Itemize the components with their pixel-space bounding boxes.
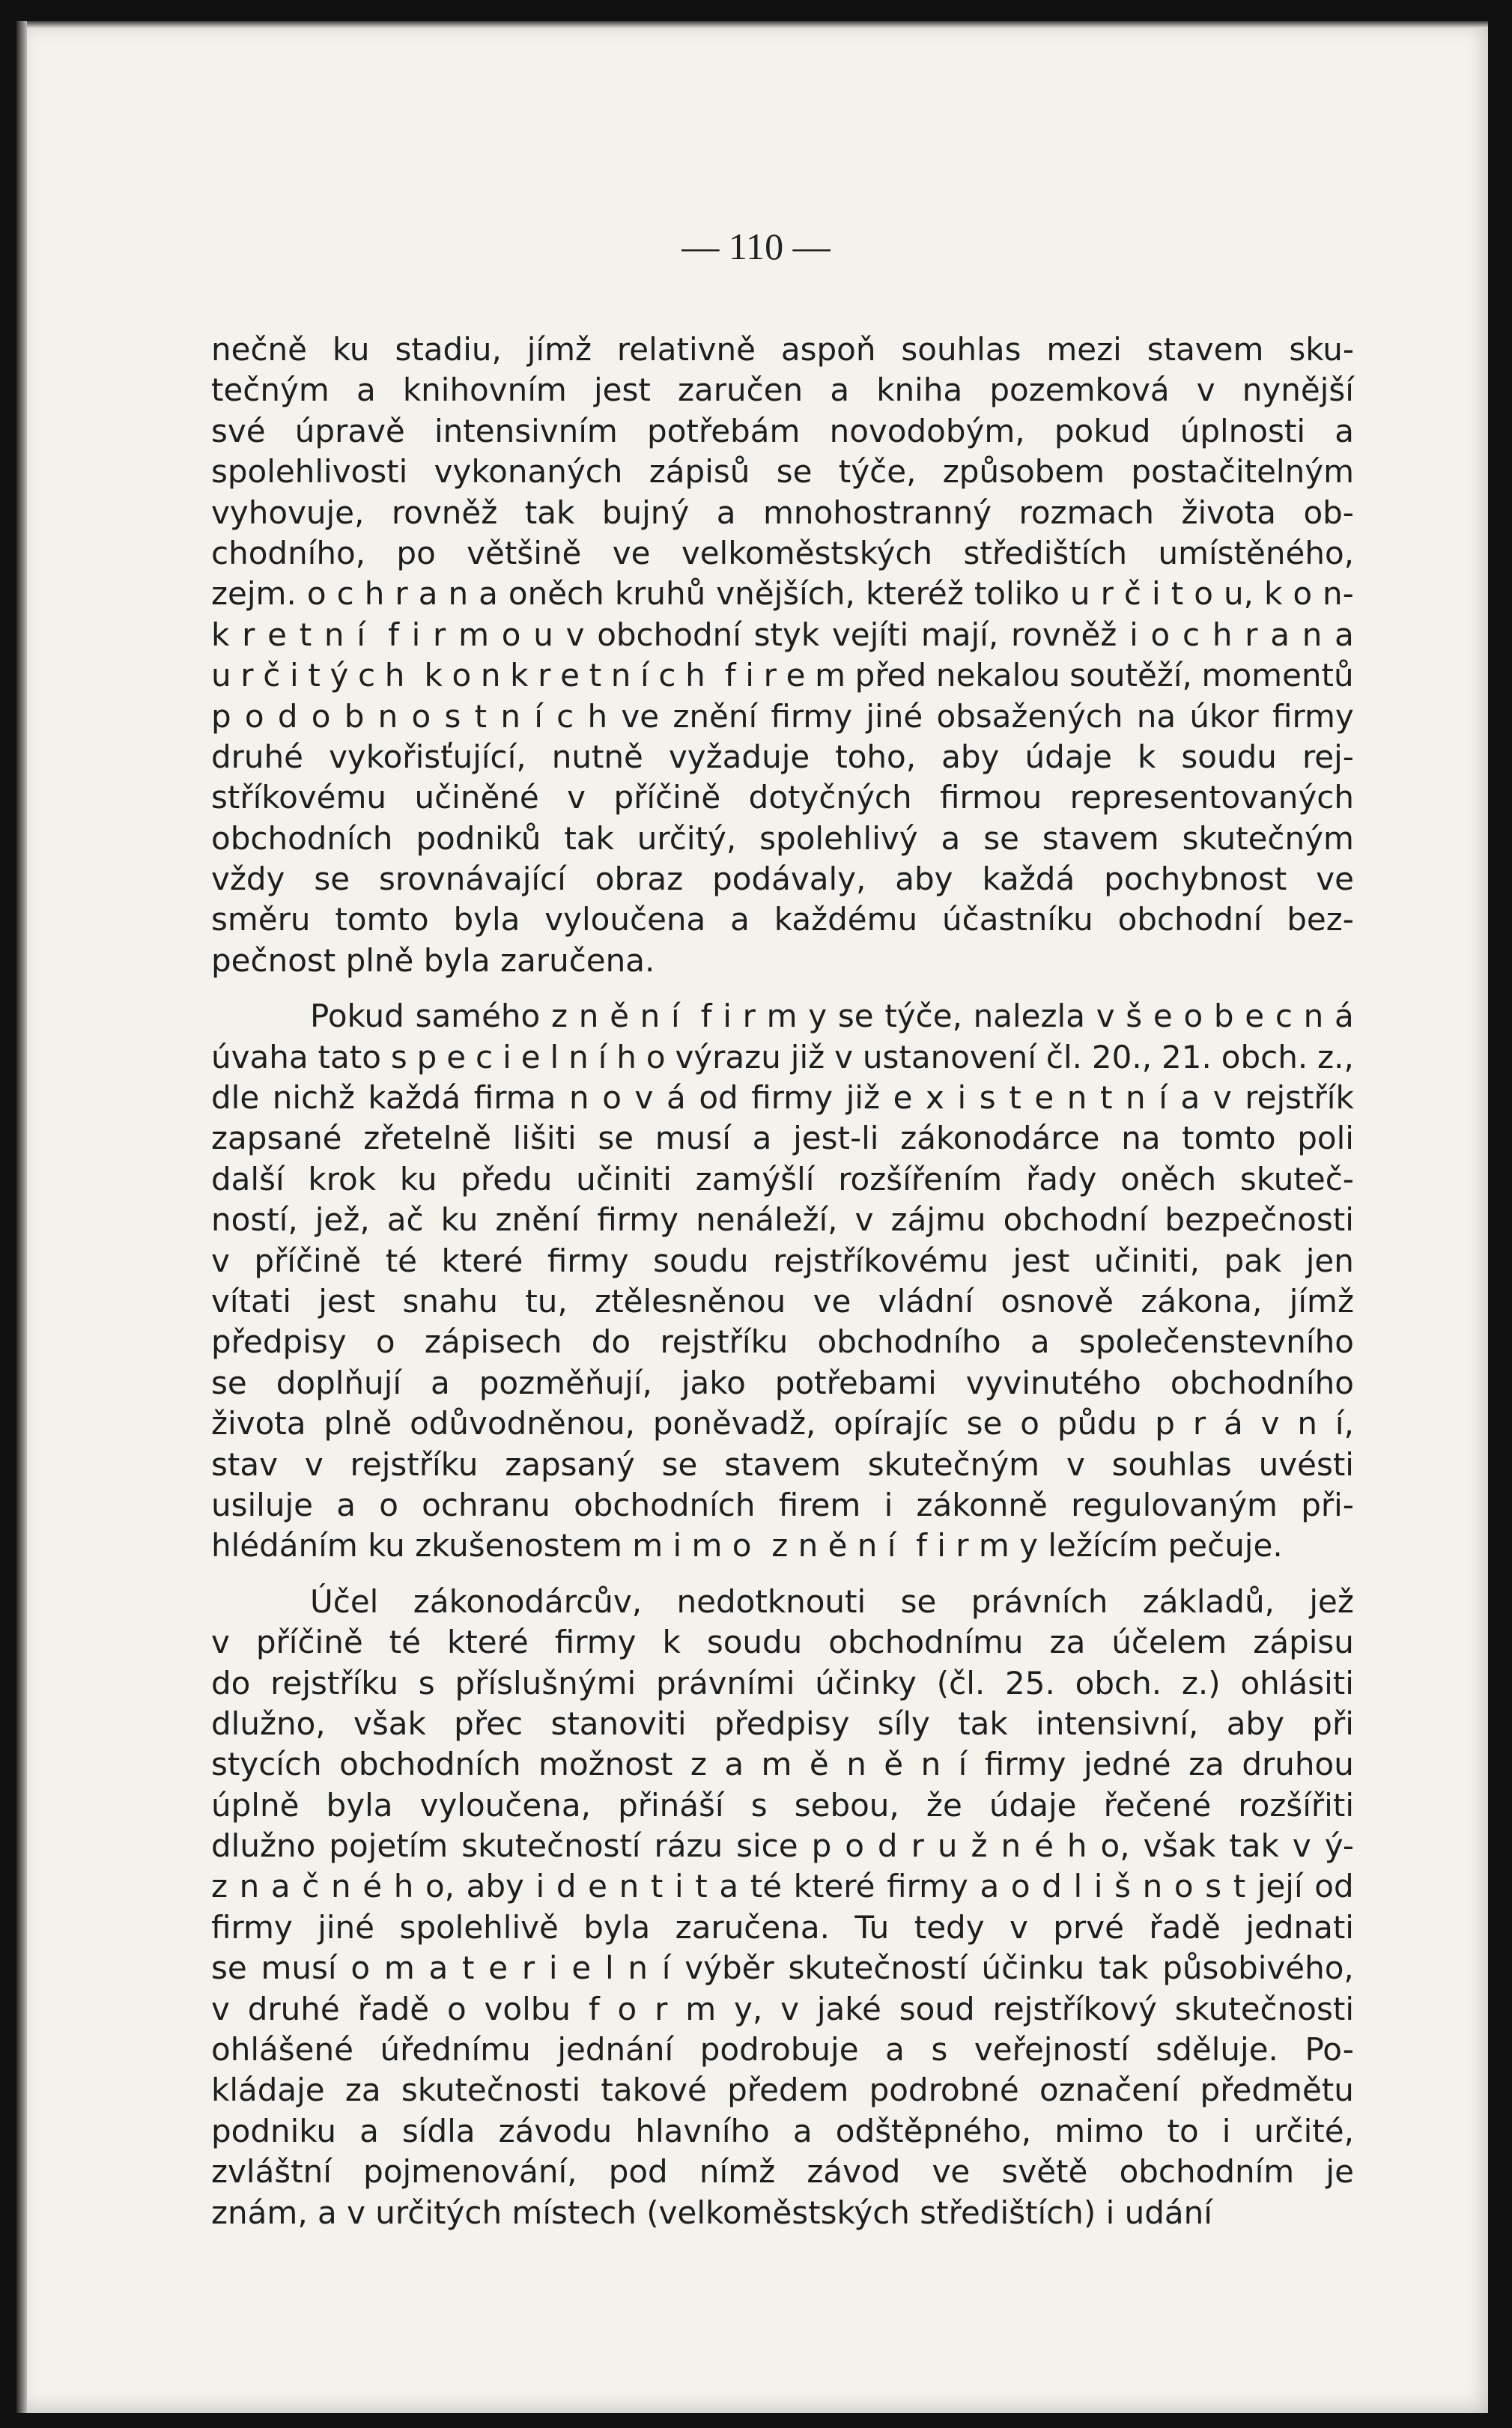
text-line: se doplňují a pozměňují, jako potřebami vyvinutého obchodního (211, 1364, 1354, 1401)
text-line: vyhovuje, rovněž tak bujný a mnohostranný rozmach života ob- (211, 494, 1354, 531)
paragraph-3 (211, 1582, 1354, 2233)
text-line: hlédáním ku zkušenostem m i m o z n ě n í f i r m y ležícím pečuje. (211, 1527, 1283, 1564)
paragraph-gap (211, 1567, 1354, 1582)
text-line: usiluje a o ochranu obchodních firem i zákonně regulovaným při- (211, 1486, 1354, 1523)
text-line: chodního, po většině ve velkoměstských středištích umístěného, (211, 534, 1354, 571)
paragraph-2 (211, 996, 1354, 1566)
text-line: v příčině té které firmy k soudu obchodnímu za účelem zápisu (211, 1624, 1354, 1661)
text-line: Pokud samého z n ě n í f i r m y se týče, nalezla v š e o b e c n á (310, 998, 1354, 1035)
page-number: — 110 — (681, 225, 831, 267)
text-line: vítati jest snahu tu, ztělesněnou ve vládní osnově zákona, jímž (211, 1282, 1354, 1320)
text-line: v druhé řadě o volbu f o r m y, v jaké soud rejstříkový skutečnosti (211, 1990, 1354, 2027)
text-line: dle nichž každá firma n o v á od firmy již e x i s t e n t n í a v rejstřík (211, 1079, 1354, 1117)
text-line: k r e t n í f i r m o u v obchodní styk vejíti mají, rovněž i o c h r a n a (211, 616, 1354, 653)
text-line: dlužno pojetím skutečností rázu sice p o d r u ž n é h o, však tak v ý- (211, 1827, 1354, 1865)
text-line: vždy se srovnávající obraz podávaly, aby každá pochybnost ve (211, 861, 1354, 898)
text-line: úvaha tato s p e c i e l n í h o výrazu již v ustanovení čl. 20., 21. obch. z., (211, 1038, 1354, 1075)
text-line: tečným a knihovním jest zaručen a kniha pozemková v nynější (211, 371, 1354, 409)
body-text (211, 330, 1354, 2233)
page-top-edge (16, 21, 1488, 28)
text-line: Účel zákonodárcův, nedotknouti se právních základů, jež (310, 1582, 1354, 1620)
page-binding-edge (16, 21, 27, 2413)
text-line: předpisy o zápisech do rejstříku obchodního a společenstevního (211, 1323, 1354, 1361)
text-line: dlužno, však přec stanoviti předpisy síly tak intensivní, aby při (211, 1705, 1354, 1742)
text-line: další krok ku předu učiniti zamýšlí rozšířením řady oněch skuteč- (211, 1160, 1354, 1198)
text-line: nečně ku stadiu, jímž relativně aspoň souhlas mezi stavem sku- (211, 331, 1354, 368)
text-line: p o d o b n o s t n í c h ve znění firmy jiné obsažených na úkor firmy (211, 697, 1354, 735)
text-line: z n a č n é h o, aby i d e n t i t a té které firmy a o d l i š n o s t její od (211, 1868, 1354, 1905)
text-line: firmy jiné spolehlivě byla zaručena. Tu tedy v prvé řadě jednati (211, 1908, 1354, 1946)
text-line: obchodních podniků tak určitý, spolehlivý a se stavem skutečným (211, 819, 1354, 857)
paragraph-1 (211, 330, 1354, 981)
text-line: v příčině té které firmy soudu rejstříkovému jest učiniti, pak jen (211, 1242, 1354, 1279)
text-line: zapsané zřetelně lišiti se musí a jest-li zákonodárce na tomto poli (211, 1120, 1354, 1157)
text-line: zejm. o c h r a n a oněch kruhů vnějších, kteréž toliko u r č i t o u, k o n- (211, 575, 1354, 613)
text-line: úplně byla vyloučena, přináší s sebou, že údaje řečené rozšířiti (211, 1786, 1354, 1824)
text-line: stav v rejstříku zapsaný se stavem skutečným v souhlas uvésti (211, 1445, 1354, 1483)
text-line: se musí o m a t e r i e l n í výběr skutečností účinku tak působivého, (211, 1949, 1354, 1987)
text-line: směru tomto byla vyloučena a každému účastníku obchodní bez- (211, 901, 1354, 938)
text-line: své úpravě intensivním potřebám novodobým, pokud úplnosti a (211, 412, 1354, 449)
text-line: zvláštní pojmenování, pod nímž závod ve světě obchodním je (211, 2153, 1354, 2191)
text-line: do rejstříku s příslušnými právními účinky (čl. 25. obch. z.) ohlásiti (211, 1664, 1354, 1702)
text-line: druhé vykořisťující, nutně vyžaduje toho, aby údaje k soudu rej- (211, 738, 1354, 775)
text-line: života plně odůvodněnou, poněvadž, opírajíc se o půdu p r á v n í, (211, 1405, 1354, 1442)
text-line: u r č i t ý c h k o n k r e t n í c h f i r e m před nekalou soutěží, momentů (211, 657, 1354, 694)
text-line: ností, jež, ač ku znění firmy nenáleží, v zájmu obchodní bezpečnosti (211, 1201, 1354, 1239)
text-line: spolehlivosti vykonaných zápisů se týče, způsobem postačitelným (211, 453, 1354, 491)
text-line: kládaje za skutečnosti takové předem podrobné označení předmětu (211, 2072, 1354, 2109)
text-line: znám, a v určitých místech (velkoměstských středištích) i udání (211, 2194, 1212, 2231)
text-line: podniku a sídla závodu hlavního a odštěpného, mimo to i určité, (211, 2112, 1354, 2149)
text-line: ohlášené úřednímu jednání podrobuje a s veřejností sděluje. Po- (211, 2031, 1354, 2069)
text-line: pečnost plně byla zaručena. (211, 941, 655, 979)
text-line: stycích obchodních možnost z a m ě n ě n í firmy jedné za druhou (211, 1746, 1354, 1783)
text-line: stříkovému učiněné v příčině dotyčných firmou representovaných (211, 779, 1354, 816)
paragraph-gap (211, 981, 1354, 996)
